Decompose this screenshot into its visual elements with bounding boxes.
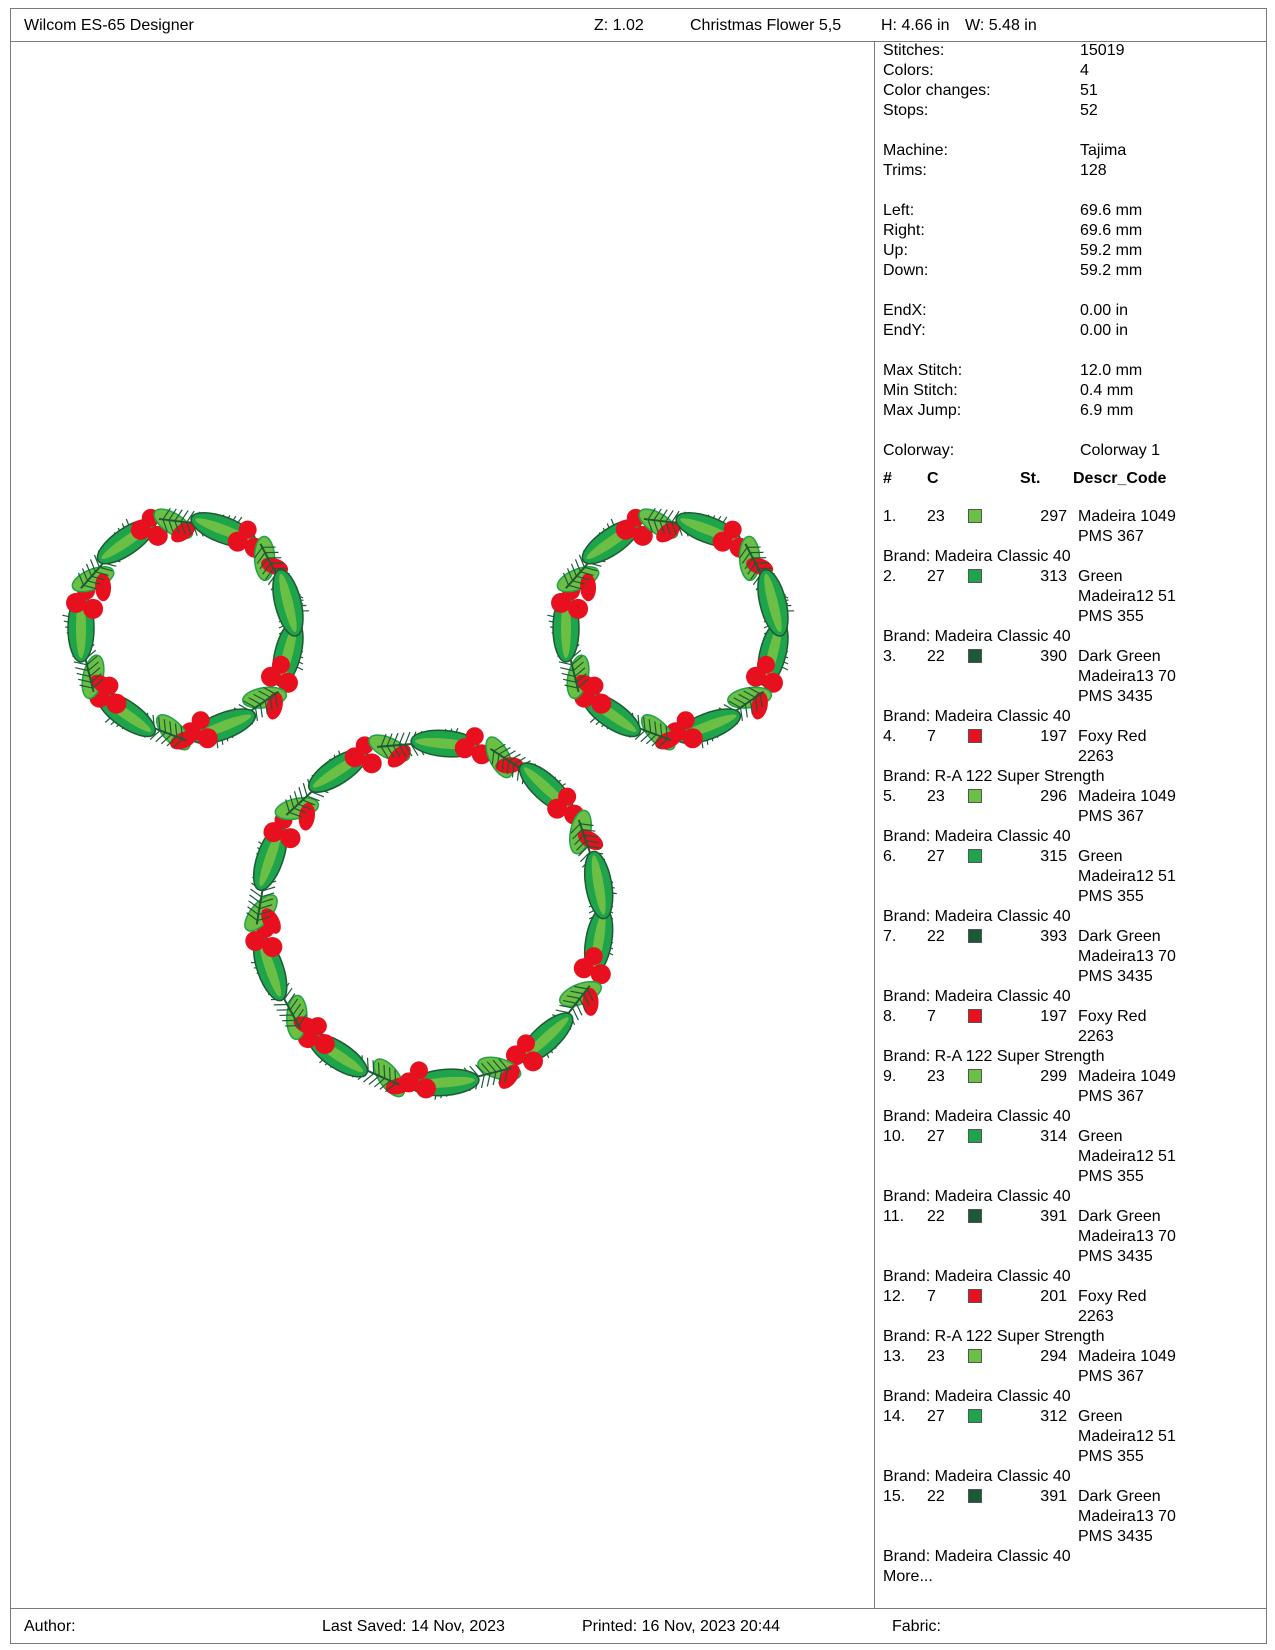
color-table-row — [883, 1127, 1263, 1207]
col-descr-header: Descr_Code — [1073, 470, 1167, 487]
berry — [523, 1051, 543, 1071]
row-color-code: 23 — [927, 1348, 945, 1365]
row-brand: Brand: Madeira Classic 40 — [883, 548, 1071, 565]
design-info-panel — [883, 41, 1263, 1587]
row-description: Dark Green — [1078, 928, 1161, 945]
row-description: Madeira 1049 — [1078, 508, 1176, 525]
color-table-row — [883, 1287, 1263, 1347]
endx-row: EndX: 0.00 in — [883, 302, 1129, 319]
berry — [677, 711, 695, 729]
row-description: Foxy Red — [1078, 1288, 1147, 1305]
endy-row: EndY: 0.00 in — [883, 322, 1129, 339]
row-stitch-count: 197 — [1040, 728, 1067, 745]
row-color-code: 23 — [927, 1068, 945, 1085]
color-swatch — [968, 729, 982, 743]
row-description: Madeira13 70 — [1078, 1228, 1176, 1245]
berry — [724, 521, 742, 539]
app-title: Wilcom ES-65 Designer — [24, 17, 194, 34]
row-description: PMS 367 — [1078, 1088, 1144, 1105]
machine-value: Tajima — [1080, 142, 1127, 159]
max-stitch-row: Max Stitch: 12.0 mm — [883, 362, 1143, 379]
color-swatch — [968, 1289, 982, 1303]
max-stitch-value: 12.0 mm — [1080, 362, 1143, 379]
color-swatch — [968, 1209, 982, 1223]
row-description: PMS 355 — [1078, 1448, 1144, 1465]
color-swatch — [968, 1009, 982, 1023]
berry — [198, 728, 218, 748]
color-swatch — [968, 649, 982, 663]
color-table-row — [883, 1347, 1263, 1407]
header-bar — [10, 8, 1267, 42]
trims-row: Trims: 128 — [883, 162, 1107, 179]
row-stitch-count: 391 — [1040, 1208, 1067, 1225]
row-description: Madeira13 70 — [1078, 1508, 1176, 1525]
row-description: Madeira 1049 — [1078, 788, 1176, 805]
row-description: 2263 — [1078, 1308, 1114, 1325]
stitches-value: 15019 — [1080, 42, 1125, 59]
berry — [416, 1078, 436, 1098]
stops-row: Stops: 52 — [883, 102, 1098, 119]
min-stitch-value: 0.4 mm — [1080, 382, 1134, 399]
berry — [568, 599, 588, 619]
row-description: Dark Green — [1078, 1208, 1161, 1225]
berry — [410, 1061, 428, 1079]
row-description: Madeira 1049 — [1078, 1068, 1176, 1085]
row-brand: Brand: R-A 122 Super Strength — [883, 768, 1105, 785]
printed-date: Printed: 16 Nov, 2023 20:44 — [582, 1618, 781, 1635]
berry — [106, 694, 126, 714]
color-table-row — [883, 927, 1263, 1007]
row-stitch-count: 197 — [1040, 1008, 1067, 1025]
row-brand: Brand: R-A 122 Super Strength — [883, 1328, 1105, 1345]
row-brand: Brand: Madeira Classic 40 — [883, 988, 1071, 1005]
berry — [757, 656, 775, 674]
color-table-row — [883, 1207, 1263, 1287]
footer-bar — [10, 1608, 1267, 1644]
colors-value: 4 — [1080, 62, 1089, 79]
colorway-row: Colorway: Colorway 1 — [883, 442, 1161, 459]
color-table — [883, 507, 1263, 1567]
row-number: 13. — [883, 1348, 906, 1365]
color-changes-row: Color changes: 51 — [883, 82, 1098, 99]
row-description: Dark Green — [1078, 648, 1161, 665]
row-description: 2263 — [1078, 748, 1114, 765]
right-value: 69.6 mm — [1080, 222, 1143, 239]
zoom-level: Z: 1.02 — [594, 17, 644, 34]
berry — [239, 521, 257, 539]
color-table-row — [883, 647, 1263, 727]
row-stitch-count: 315 — [1040, 848, 1067, 865]
embroidery-design-preview — [11, 43, 873, 1607]
row-color-code: 22 — [927, 928, 945, 945]
row-number: 8. — [883, 1008, 897, 1025]
row-description: PMS 367 — [1078, 1368, 1144, 1385]
row-description: PMS 355 — [1078, 888, 1144, 905]
endy-value: 0.00 in — [1080, 322, 1129, 339]
col-c-header: C — [927, 470, 939, 487]
berry — [558, 788, 576, 806]
row-stitch-count: 312 — [1040, 1408, 1067, 1425]
down-row: Down: 59.2 mm — [883, 262, 1143, 279]
row-stitch-count: 297 — [1040, 508, 1067, 525]
row-description: Foxy Red — [1078, 1008, 1147, 1025]
color-table-header — [883, 469, 1263, 489]
row-number: 6. — [883, 848, 897, 865]
row-description: Madeira13 70 — [1078, 948, 1176, 965]
row-number: 11. — [883, 1208, 905, 1225]
row-color-code: 27 — [927, 568, 945, 585]
row-description: Madeira12 51 — [1078, 868, 1176, 885]
row-description: Madeira13 70 — [1078, 668, 1176, 685]
color-swatch — [968, 1129, 982, 1143]
row-color-code: 7 — [927, 1288, 936, 1305]
berry — [272, 656, 290, 674]
row-stitch-count: 313 — [1040, 568, 1067, 585]
color-table-row — [883, 507, 1263, 567]
row-brand: Brand: R-A 122 Super Strength — [883, 1048, 1105, 1065]
row-number: 4. — [883, 728, 897, 745]
more-link[interactable]: More... — [883, 1568, 933, 1585]
row-brand: Brand: Madeira Classic 40 — [883, 828, 1071, 845]
max-jump-row: Max Jump: 6.9 mm — [883, 402, 1134, 419]
color-swatch — [968, 569, 982, 583]
color-changes-value: 51 — [1080, 82, 1098, 99]
design-width: W: 5.48 in — [965, 17, 1037, 34]
color-table-row — [883, 1007, 1263, 1067]
stitches-row: Stitches: 15019 — [883, 42, 1125, 59]
row-number: 14. — [883, 1408, 906, 1425]
color-swatch — [968, 789, 982, 803]
right-row: Right: 69.6 mm — [883, 222, 1143, 239]
machine-row: Machine: Tajima — [883, 142, 1127, 159]
berry — [315, 1034, 335, 1054]
row-description: PMS 3435 — [1078, 688, 1153, 705]
row-description: 2263 — [1078, 1028, 1114, 1045]
row-brand: Brand: Madeira Classic 40 — [883, 1188, 1071, 1205]
row-color-code: 7 — [927, 728, 936, 745]
row-color-code: 27 — [927, 1128, 945, 1145]
row-description: PMS 3435 — [1078, 1248, 1153, 1265]
row-number: 5. — [883, 788, 897, 805]
color-swatch — [968, 849, 982, 863]
row-description: Dark Green — [1078, 1488, 1161, 1505]
col-st-header: St. — [1020, 470, 1041, 487]
color-swatch — [968, 509, 982, 523]
berry — [262, 937, 282, 957]
berry — [466, 727, 484, 745]
berry — [362, 753, 382, 773]
row-color-code: 22 — [927, 1208, 945, 1225]
row-stitch-count: 390 — [1040, 648, 1067, 665]
row-description: Green — [1078, 1408, 1123, 1425]
row-color-code: 27 — [927, 1408, 945, 1425]
row-number: 1. — [883, 508, 897, 525]
colors-row: Colors: 4 — [883, 62, 1089, 79]
stops-value: 52 — [1080, 102, 1098, 119]
row-description: Madeira12 51 — [1078, 1148, 1176, 1165]
berry — [83, 599, 103, 619]
trims-value: 128 — [1080, 162, 1107, 179]
color-swatch — [968, 1409, 982, 1423]
row-description: PMS 355 — [1078, 1168, 1144, 1185]
left-row: Left: 69.6 mm — [883, 202, 1143, 219]
color-table-row — [883, 787, 1263, 847]
row-color-code: 27 — [927, 848, 945, 865]
row-description: Madeira 1049 — [1078, 1348, 1176, 1365]
row-description: Green — [1078, 848, 1123, 865]
row-description: Madeira12 51 — [1078, 1428, 1176, 1445]
color-swatch — [968, 1489, 982, 1503]
row-number: 2. — [883, 568, 897, 585]
row-brand: Brand: Madeira Classic 40 — [883, 628, 1071, 645]
design-canvas — [11, 43, 873, 1607]
row-stitch-count: 391 — [1040, 1488, 1067, 1505]
row-color-code: 22 — [927, 1488, 945, 1505]
row-brand: Brand: Madeira Classic 40 — [883, 1468, 1071, 1485]
row-color-code: 7 — [927, 1008, 936, 1025]
row-stitch-count: 393 — [1040, 928, 1067, 945]
panel-divider — [874, 42, 875, 1608]
color-table-row — [883, 1407, 1263, 1487]
berry — [517, 1034, 535, 1052]
row-description: PMS 355 — [1078, 608, 1144, 625]
row-description: Green — [1078, 1128, 1123, 1145]
color-table-row — [883, 1487, 1263, 1567]
fabric-label: Fabric: — [892, 1618, 941, 1635]
design-name: Christmas Flower 5,5 — [690, 17, 842, 34]
row-number: 7. — [883, 928, 897, 945]
berry — [280, 828, 300, 848]
berry — [591, 694, 611, 714]
row-stitch-count: 314 — [1040, 1128, 1067, 1145]
color-table-row — [883, 847, 1263, 927]
berry — [585, 947, 603, 965]
berry — [683, 728, 703, 748]
min-stitch-row: Min Stitch: 0.4 mm — [883, 382, 1134, 399]
up-row: Up: 59.2 mm — [883, 242, 1143, 259]
row-brand: Brand: Madeira Classic 40 — [883, 708, 1071, 725]
row-color-code: 23 — [927, 788, 945, 805]
row-brand: Brand: Madeira Classic 40 — [883, 1108, 1071, 1125]
row-brand: Brand: Madeira Classic 40 — [883, 908, 1071, 925]
left-value: 69.6 mm — [1080, 202, 1143, 219]
row-stitch-count: 201 — [1040, 1288, 1067, 1305]
row-description: Madeira12 51 — [1078, 588, 1176, 605]
row-color-code: 23 — [927, 508, 945, 525]
row-number: 9. — [883, 1068, 897, 1085]
row-description: PMS 367 — [1078, 528, 1144, 545]
author-label: Author: — [24, 1618, 76, 1635]
color-swatch — [968, 929, 982, 943]
color-swatch — [968, 1349, 982, 1363]
row-description: PMS 367 — [1078, 808, 1144, 825]
row-description: PMS 3435 — [1078, 1528, 1153, 1545]
last-saved: Last Saved: 14 Nov, 2023 — [322, 1618, 505, 1635]
color-table-row — [883, 727, 1263, 787]
row-number: 3. — [883, 648, 897, 665]
row-brand: Brand: Madeira Classic 40 — [883, 1268, 1071, 1285]
row-description: Green — [1078, 568, 1123, 585]
down-value: 59.2 mm — [1080, 262, 1143, 279]
berry — [192, 711, 210, 729]
row-stitch-count: 299 — [1040, 1068, 1067, 1085]
design-height: H: 4.66 in — [881, 17, 950, 34]
row-number: 10. — [883, 1128, 906, 1145]
row-number: 12. — [883, 1288, 906, 1305]
endx-value: 0.00 in — [1080, 302, 1129, 319]
row-number: 15. — [883, 1488, 906, 1505]
colorway-value: Colorway 1 — [1080, 442, 1161, 459]
row-brand: Brand: Madeira Classic 40 — [883, 1388, 1071, 1405]
color-table-row — [883, 1067, 1263, 1127]
row-brand: Brand: Madeira Classic 40 — [883, 1548, 1071, 1565]
col-num-header: # — [883, 470, 892, 487]
row-description: PMS 3435 — [1078, 968, 1153, 985]
up-value: 59.2 mm — [1080, 242, 1143, 259]
row-description: Foxy Red — [1078, 728, 1147, 745]
row-stitch-count: 296 — [1040, 788, 1067, 805]
row-color-code: 22 — [927, 648, 945, 665]
row-stitch-count: 294 — [1040, 1348, 1067, 1365]
color-swatch — [968, 1069, 982, 1083]
color-table-row — [883, 567, 1263, 647]
max-jump-value: 6.9 mm — [1080, 402, 1134, 419]
